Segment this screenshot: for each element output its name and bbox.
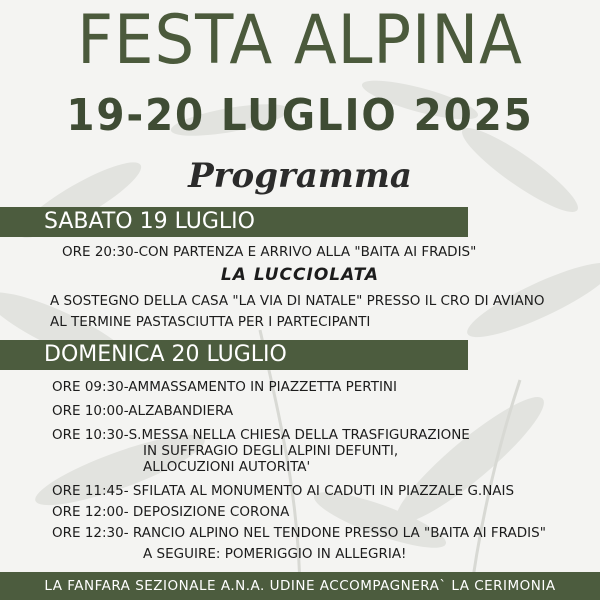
- sunday-item: ORE 10:30-S.MESSA NELLA CHIESA DELLA TRASFIGURAZIONE: [52, 427, 470, 443]
- sunday-item: IN SUFFRAGIO DEGLI ALPINI DEFUNTI,: [143, 443, 399, 459]
- footer-banner: LA FANFARA SEZIONALE A.N.A. UDINE ACCOMPAGNERA` LA CERIMONIA: [0, 572, 600, 600]
- sunday-item: ORE 12:30- RANCIO ALPINO NEL TENDONE PRESSO LA "BAITA AI FRADIS": [52, 525, 546, 541]
- saturday-line: ORE 20:30-CON PARTENZA E ARRIVO ALLA "BAITA AI FRADIS": [62, 244, 477, 260]
- sunday-item: ALLOCUZIONI AUTORITA': [143, 459, 311, 475]
- sunday-item: ORE 11:45- SFILATA AL MONUMENTO AI CADUTI IN PIAZZALE G.NAIS: [52, 483, 515, 499]
- sunday-item: A SEGUIRE: POMERIGGIO IN ALLEGRIA!: [143, 546, 407, 562]
- programma-heading: Programma: [188, 156, 412, 196]
- sunday-heading: DOMENICA 20 LUGLIO: [44, 342, 287, 367]
- sunday-item: ORE 12:00- DEPOSIZIONE CORONA: [52, 504, 290, 520]
- saturday-line: AL TERMINE PASTASCIUTTA PER I PARTECIPANTI: [50, 314, 371, 330]
- saturday-heading: SABATO 19 LUGLIO: [44, 209, 255, 234]
- saturday-line: A SOSTEGNO DELLA CASA "LA VIA DI NATALE" PRESSO IL CRO DI AVIANO: [50, 293, 545, 309]
- sunday-item: ORE 10:00-ALZABANDIERA: [52, 403, 234, 419]
- event-title: FESTA ALPINA: [77, 1, 523, 80]
- sunday-item: ORE 09:30-AMMASSAMENTO IN PIAZZETTA PERTINI: [52, 379, 398, 395]
- event-dates: 19-20 LUGLIO 2025: [66, 90, 534, 141]
- lucciolata-title: LA LUCCIOLATA: [220, 265, 380, 285]
